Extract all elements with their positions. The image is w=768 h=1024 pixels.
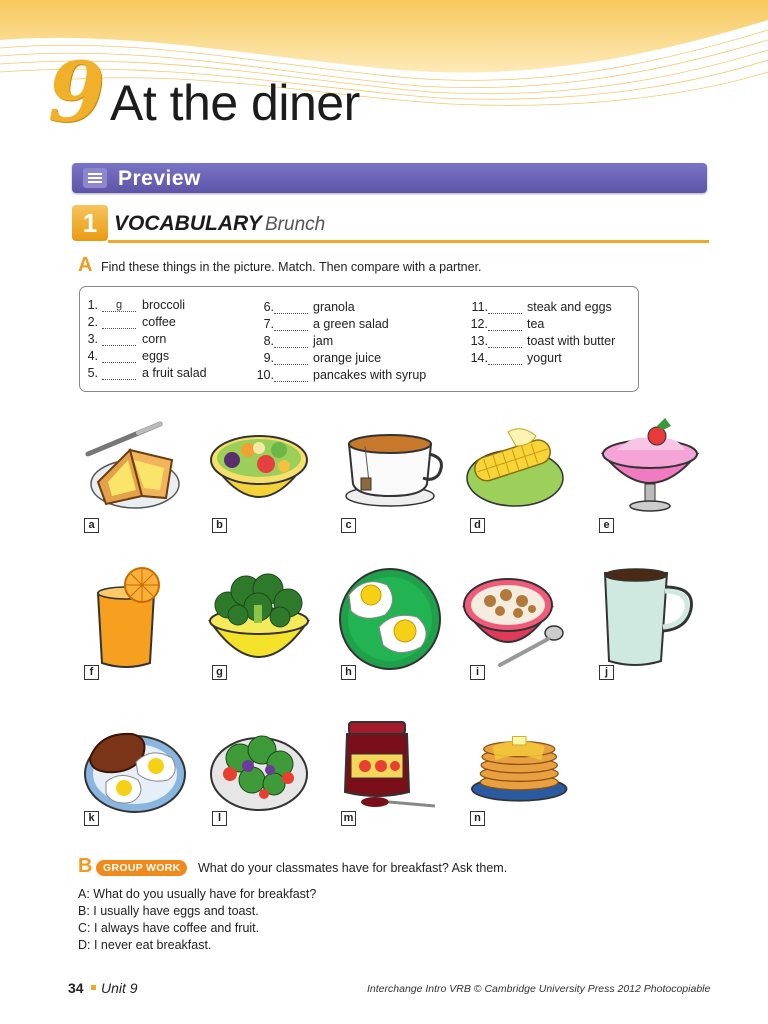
section-number-badge: 1 [72, 205, 108, 241]
steak-and-eggs-icon [80, 718, 190, 826]
answer-blank[interactable]: g [102, 299, 136, 312]
picture-label-a: a [84, 518, 99, 533]
granola-icon [460, 565, 570, 673]
vocab-word: tea [527, 317, 545, 331]
dialogue-line: D: I never eat breakfast. [78, 938, 212, 952]
picture-label-b: b [212, 518, 227, 533]
toast-with-butter-icon [80, 412, 190, 520]
answer-blank[interactable] [102, 350, 136, 363]
tea-cup-icon [335, 412, 445, 520]
vocab-number: 12. [470, 317, 488, 331]
orange-juice-icon [80, 565, 190, 673]
coffee-mug-icon [595, 565, 705, 673]
corn-icon [460, 412, 570, 520]
vocab-word: corn [142, 332, 167, 346]
vocab-word: pancakes with syrup [313, 368, 427, 382]
picture-label-g: g [212, 665, 227, 680]
group-work-badge: GROUP WORK [96, 860, 187, 876]
vocab-number: 3. [87, 332, 98, 346]
picture-label-c: c [341, 518, 356, 533]
vocab-number: 4. [87, 349, 98, 363]
vocab-item [466, 333, 666, 350]
part-a-letter: A [78, 254, 93, 276]
preview-bar [72, 163, 707, 193]
vocab-number: 8. [263, 334, 274, 348]
picture-label-d: d [470, 518, 485, 533]
section-title: VOCABULARY [114, 212, 262, 235]
answer-blank[interactable] [488, 335, 522, 348]
fruit-salad-icon [204, 412, 314, 520]
part-b-instruction: What do your classmates have for breakfast? Ask them. [198, 861, 508, 875]
picture-label-l: l [212, 811, 227, 826]
vocab-number: 11. [471, 300, 488, 314]
dialogue-line: C: I always have coffee and fruit. [78, 921, 260, 935]
picture-label-n: n [470, 811, 485, 826]
yogurt-icon [595, 412, 705, 520]
answer-blank[interactable] [102, 367, 136, 380]
vocab-number: 9. [263, 351, 274, 365]
section-divider [108, 240, 709, 243]
vocab-item [252, 299, 452, 316]
answer-blank[interactable] [102, 316, 136, 329]
answer-blank[interactable] [274, 335, 308, 348]
vocab-word: coffee [142, 315, 176, 329]
menu-lines-icon [83, 168, 107, 188]
dialogue-line: A: What do you usually have for breakfast? [78, 887, 317, 901]
vocab-number: 14. [470, 351, 488, 365]
footer-unit: Unit 9 [101, 980, 138, 996]
vocab-number: 1. [87, 298, 98, 312]
vocab-word: eggs [142, 349, 170, 363]
preview-label: Preview [118, 167, 201, 190]
footer-bullet [91, 985, 96, 990]
picture-label-j: j [599, 665, 614, 680]
part-a-instruction: Find these things in the picture. Match. Then compare with a partner. [101, 260, 482, 274]
vocab-word: jam [313, 334, 334, 348]
vocab-word: a green salad [313, 317, 389, 331]
vocab-item [252, 350, 452, 367]
unit-number: 9 [48, 45, 106, 141]
vocab-word: granola [313, 300, 355, 314]
answer-blank[interactable] [274, 318, 308, 331]
answer-blank[interactable] [488, 301, 522, 314]
vocab-word: yogurt [527, 351, 562, 365]
pancakes-icon [460, 718, 570, 826]
picture-label-m: m [341, 811, 356, 826]
vocab-word: orange juice [313, 351, 382, 365]
vocab-number: 10. [256, 368, 274, 382]
vocab-word: broccoli [142, 298, 186, 312]
vocab-word: a fruit salad [142, 366, 207, 380]
answer-blank[interactable] [274, 352, 308, 365]
answer-blank[interactable] [274, 369, 308, 382]
answer-blank[interactable] [488, 318, 522, 331]
picture-label-i: i [470, 665, 485, 680]
dialogue-line: B: I usually have eggs and toast. [78, 904, 259, 918]
vocab-item [252, 316, 452, 333]
vocab-item [466, 316, 666, 333]
vocab-number: 13. [470, 334, 488, 348]
footer-credit: Interchange Intro VRB © Cambridge University Press 2012 Photocopiable [367, 983, 711, 995]
vocab-word: toast with butter [527, 334, 616, 348]
section-subtitle: Brunch [265, 214, 326, 235]
vocab-item [466, 350, 666, 367]
vocab-word: steak and eggs [527, 300, 612, 314]
answer-blank[interactable] [274, 301, 308, 314]
vocab-number: 2. [87, 315, 98, 329]
vocab-item [466, 299, 666, 316]
vocab-number: 5. [87, 366, 98, 380]
footer-page-number: 34 [68, 980, 84, 996]
vocab-number: 7. [263, 317, 274, 331]
broccoli-icon [204, 565, 314, 673]
jam-jar-icon [335, 718, 445, 826]
answer-blank[interactable] [488, 352, 522, 365]
vocab-item [252, 367, 452, 384]
picture-label-k: k [84, 811, 99, 826]
picture-label-e: e [599, 518, 614, 533]
vocab-item [252, 333, 452, 350]
page-title: At the diner [110, 75, 360, 131]
answer-blank[interactable] [102, 333, 136, 346]
vocab-number: 6. [263, 300, 274, 314]
part-b-letter: B [78, 855, 93, 877]
picture-label-f: f [84, 665, 99, 680]
eggs-icon [335, 565, 445, 673]
picture-label-h: h [341, 665, 356, 680]
green-salad-icon [204, 718, 314, 826]
